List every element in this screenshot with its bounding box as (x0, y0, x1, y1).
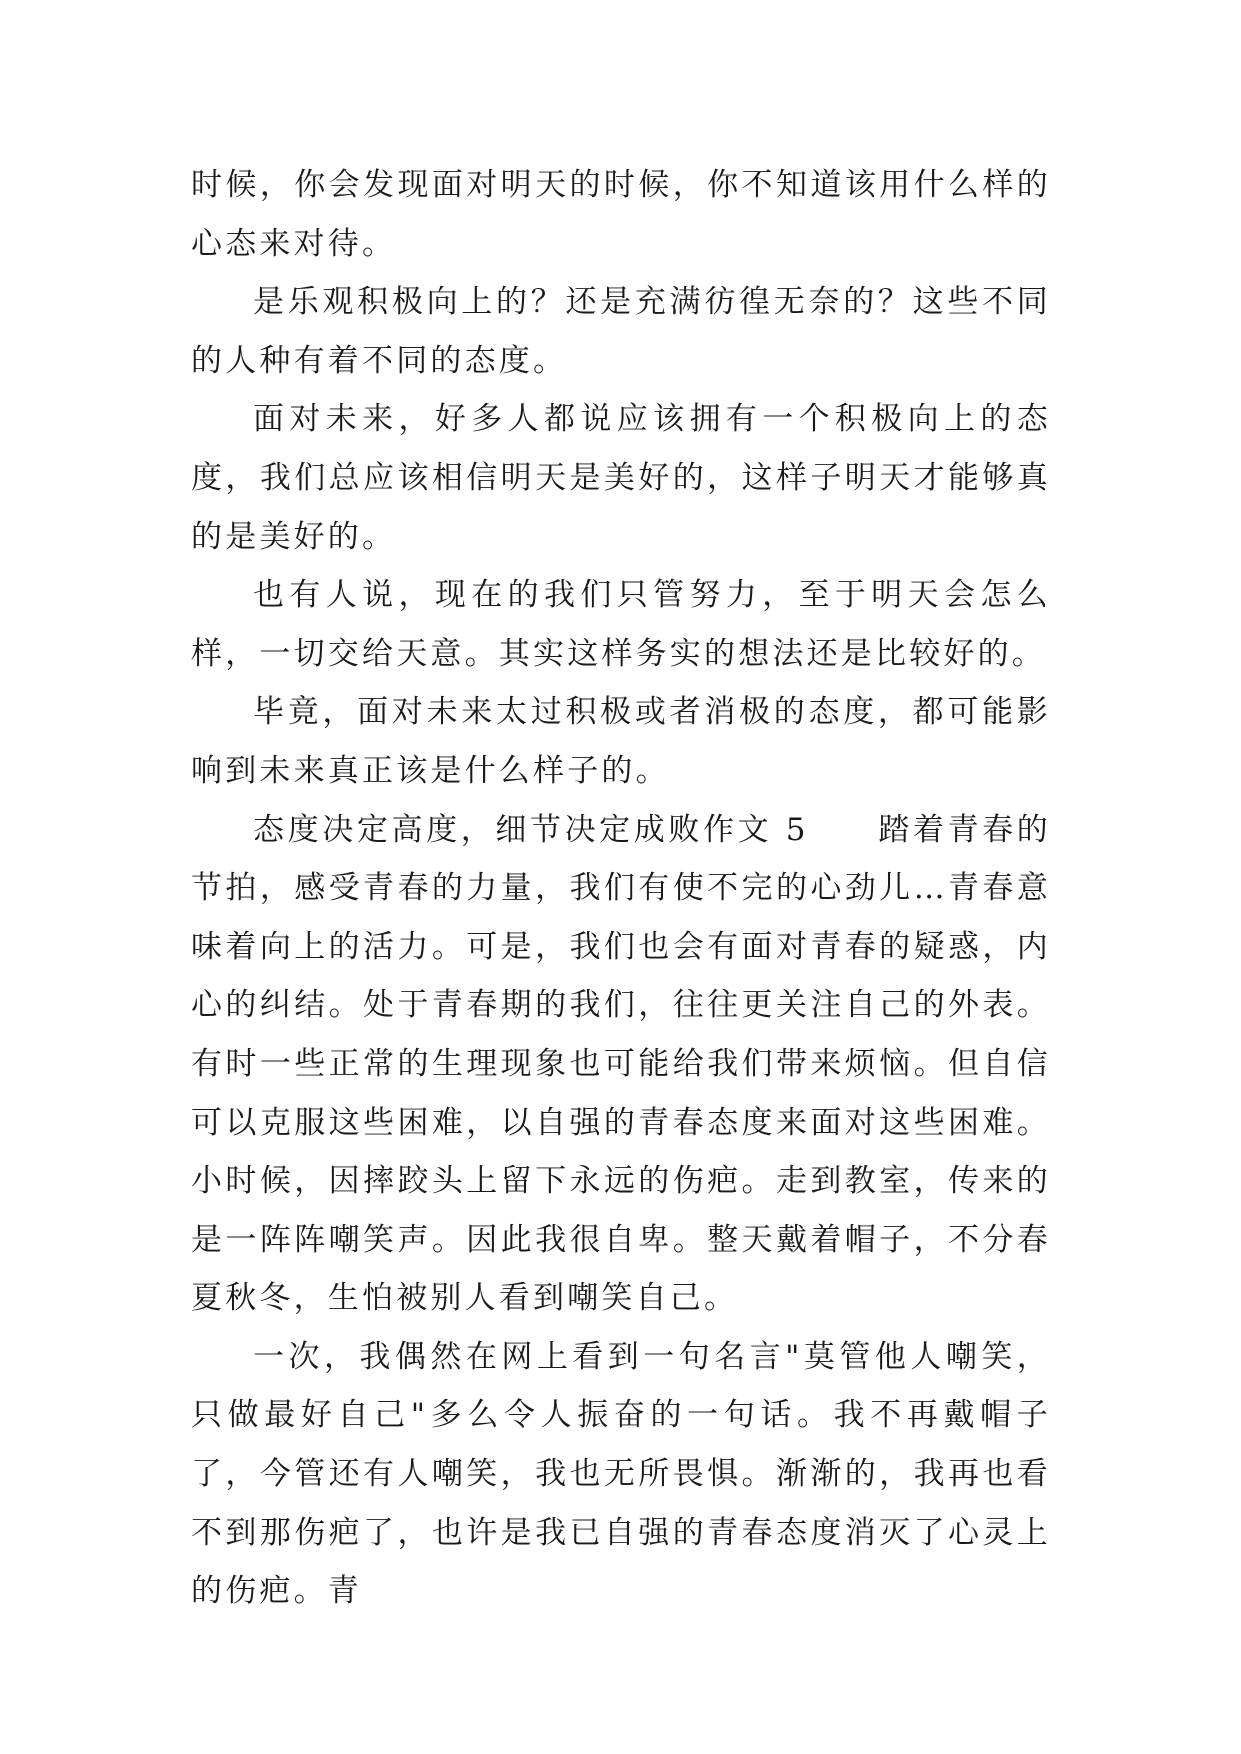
paragraph-5: 毕竟，面对未来太过积极或者消极的态度，都可能影响到未来真正该是什么样子的。 (191, 694, 1051, 789)
paragraph-2: 是乐观积极向上的？还是充满彷徨无奈的？这些不同的人种有着不同的态度。 (191, 284, 1051, 379)
paragraph-7: 一次，我偶然在网上看到一句名言"莫管他人嘲笑，只做最好自己"多么令人振奋的一句话。我不再戴帽子了，今管还有人嘲笑，我也无所畏惧。渐渐的，我再也看不到那伤疤了，也许是我已自强的青春态度消灭了心灵上的伤疤。青 (191, 1338, 1051, 1610)
paragraph-1: 时候，你会发现面对明天的时候，你不知道该用什么样的心态来对待。 (191, 167, 1051, 262)
paragraph-3: 面对未来，好多人都说应该拥有一个积极向上的态度，我们总应该相信明天是美好的，这样子明天才能够真的是美好的。 (191, 401, 1051, 555)
paragraph-6: 态度决定高度，细节决定成败作文 5 踏着青春的节拍，感受青春的力量，我们有使不完的心劲儿…青春意味着向上的活力。可是，我们也会有面对青春的疑惑，内心的纠结。处于青春期的我们，往往更关注自己的外表。有时一些正常的生理现象也可能给我们带来烦恼。但自信可以克服这些困难，以自强的青春态度来面对这些困难。小时候，因摔跤头上留下永远的伤疤。走到教室，传来的是一阵阵嘲笑声。因此我很自卑。整天戴着帽子，不分春夏秋冬，生怕被别人看到嘲笑自己。 (191, 811, 1051, 1317)
paragraph-4: 也有人说，现在的我们只管努力，至于明天会怎么样，一切交给天意。其实这样务实的想法还是比较好的。 (191, 577, 1051, 672)
document-body (191, 156, 1051, 1621)
